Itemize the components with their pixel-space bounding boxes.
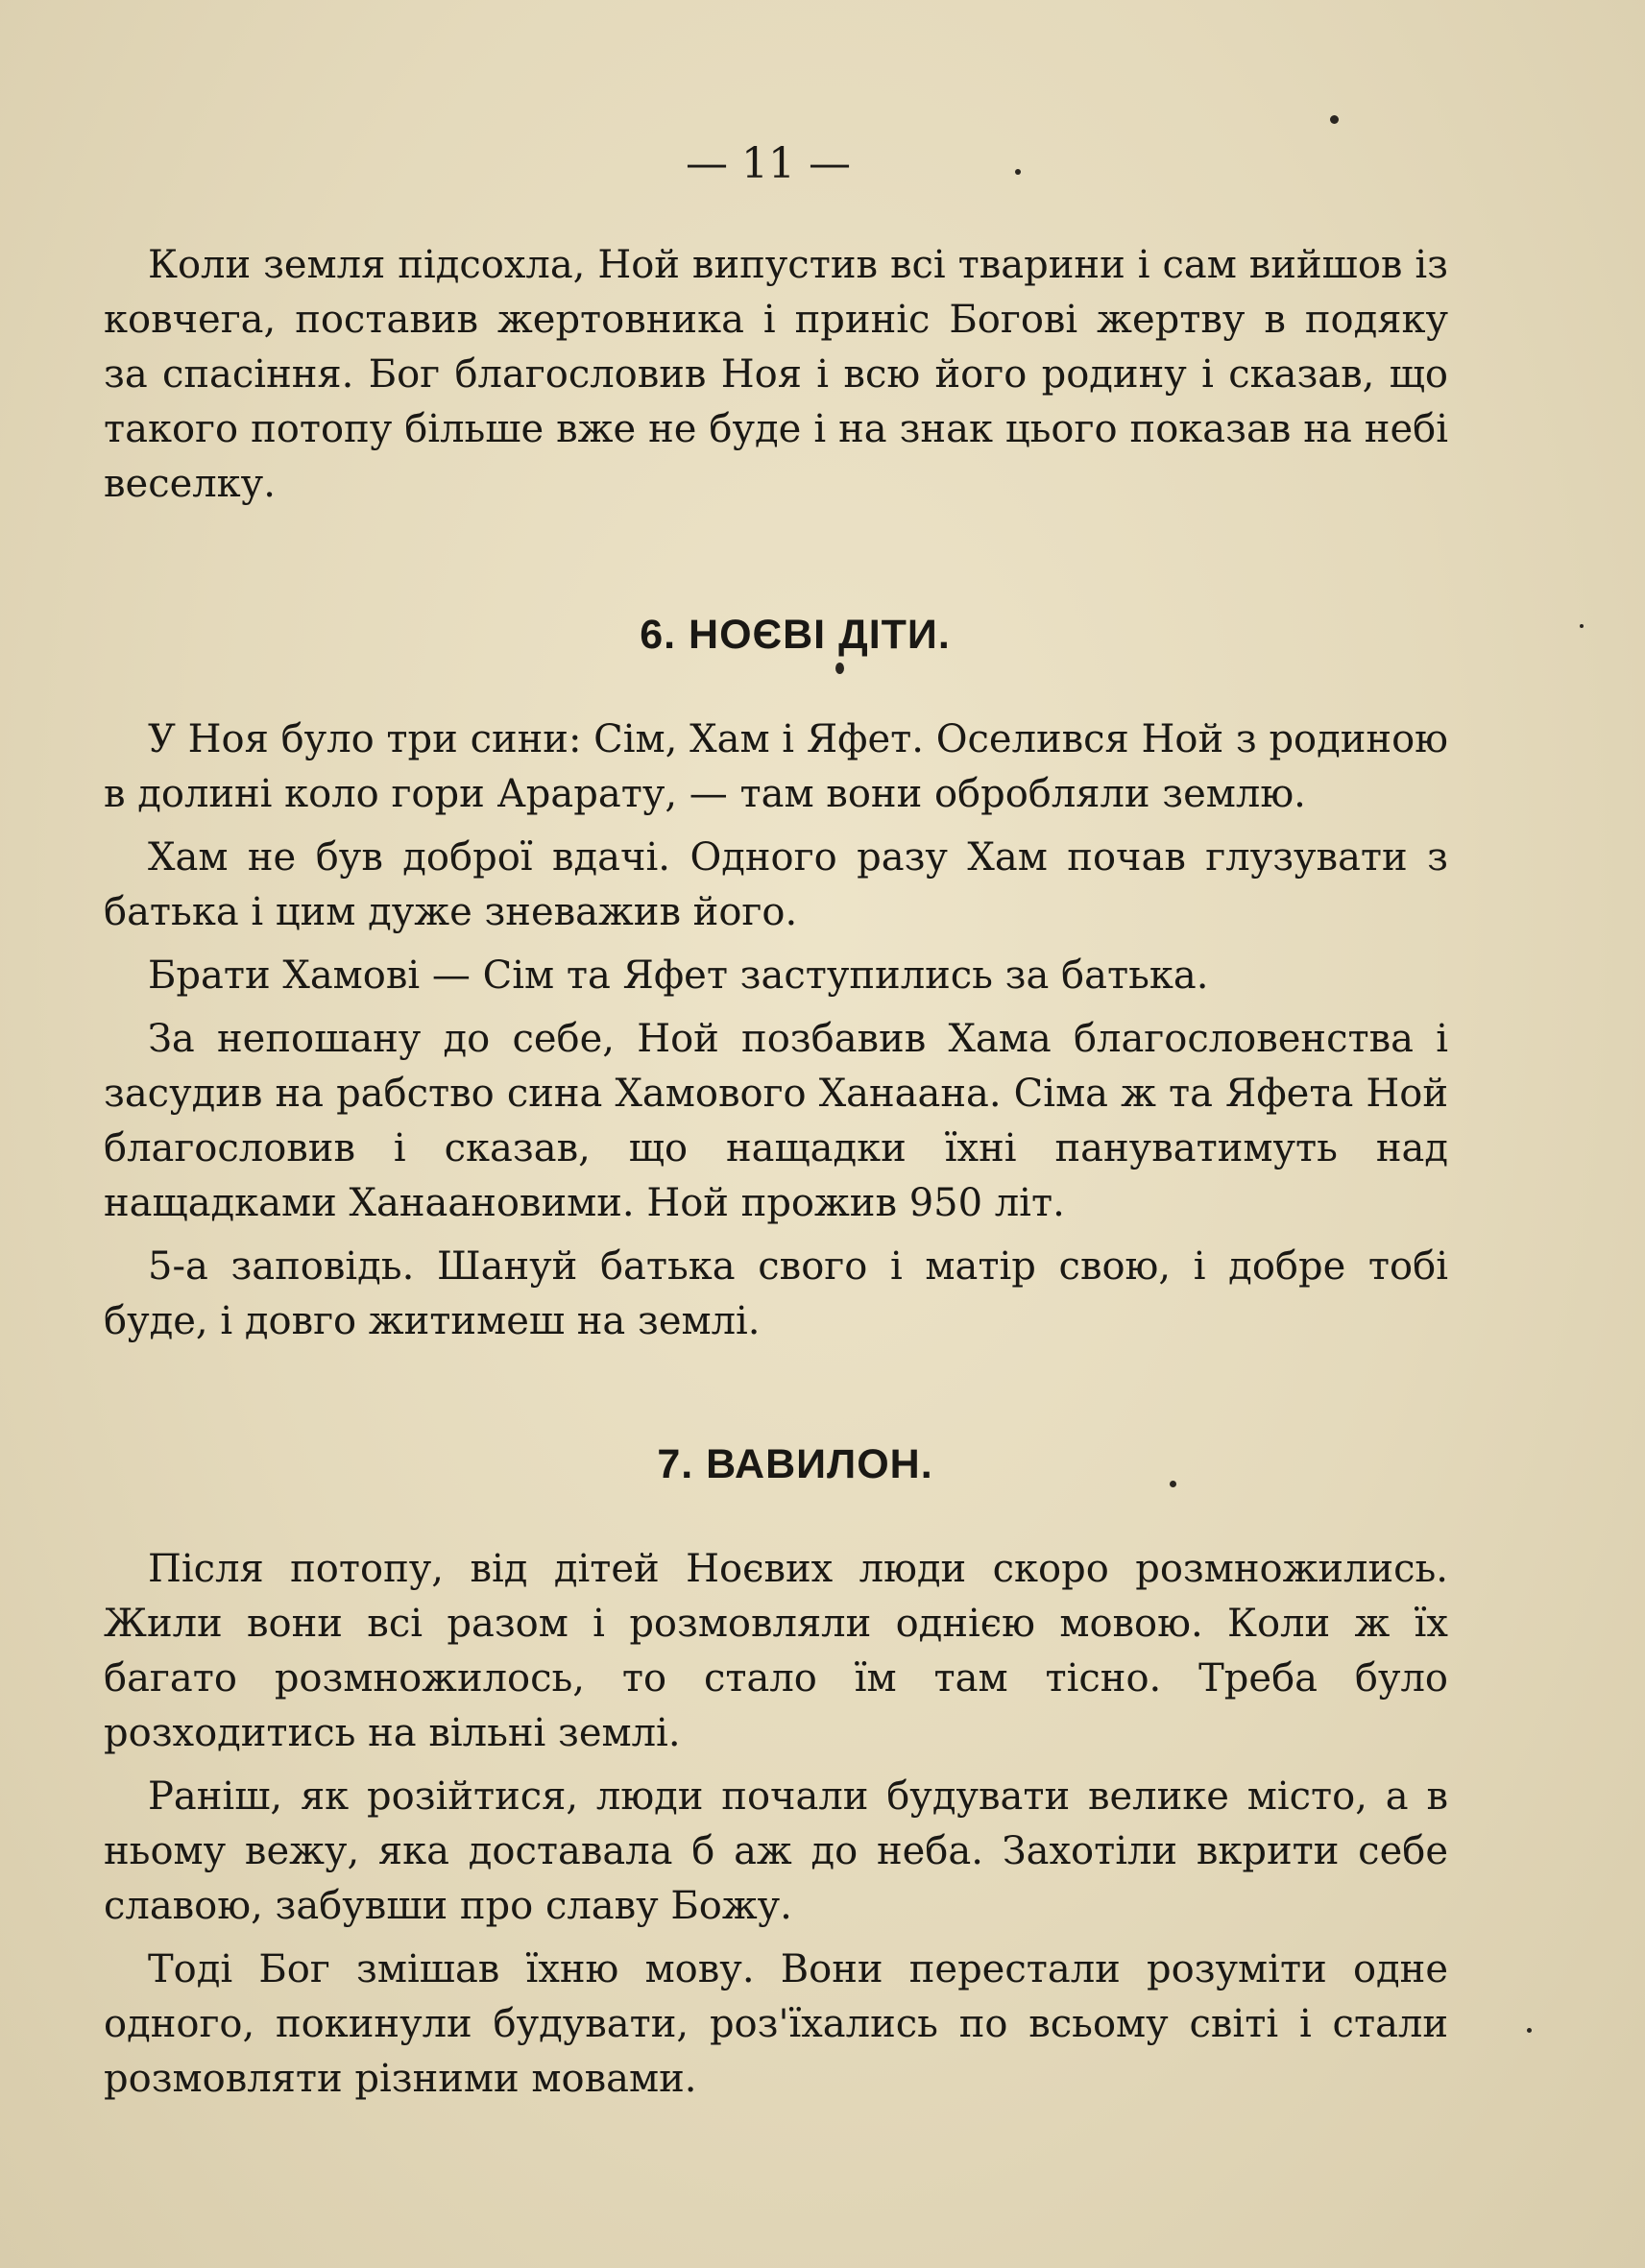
print-speck [1527,2028,1532,2033]
page-number: — 11 — [686,139,851,188]
section-6-paragraph-2: Хам не був доброї вдачі. Одного разу Хам почав глузувати з батька і цим дуже зневажив його. [104,835,1448,934]
section-7-paragraph-3: Тоді Бог змішав їхню мову. Вони перестали розуміти одне одного, покинули будувати, роз'їхались по всьому світі і стали розмовляти різними мовами. [104,1947,1448,2101]
page-content [104,238,1448,2107]
section-7-title: 7. ВАВИЛОН. [657,1441,933,1487]
print-speck [1015,169,1021,175]
intro-paragraph: Коли земля підсохла, Ной випустив всі тварини і сам вийшов із ковчега, поставив жертовника і приніс Богові жертву в подяку за спасіння. Бог благословив Ноя і всю його родину і сказав, що такого потопу більше вже не буде і на знак цього показав на небі веселку. [104,243,1448,506]
print-speck [1170,1481,1176,1487]
section-7-paragraph-2: Раніш, як розійтися, люди почали будувати велике місто, а в ньому вежу, яка доставала б аж до неба. Захотіли вкрити себе славою, забувши про славу Божу. [104,1774,1448,1928]
print-speck [1330,115,1339,124]
section-6-commandment: 5-а заповідь. Шануй батька свого і матір свою, і добре тобі буде, і довго житимеш на землі. [104,1244,1448,1343]
section-6-title: 6. НОЄВІ ДІТИ. [640,612,951,658]
print-speck [1580,624,1584,628]
section-6-paragraph-1: У Ноя було три сини: Сім, Хам і Яфет. Оселився Ной з родиною в долині коло гори Арарату, — там вони обробляли землю. [104,717,1448,816]
print-speck [835,663,844,674]
section-7-paragraph-1: Після потопу, від дітей Ноєвих люди скоро розмножились. Жили вони всі разом і розмовляли однією мовою. Коли ж їх багато розмножилось, то стало їм там тісно. Треба було розходитись на вільні землі. [104,1547,1448,1755]
section-6-paragraph-3: Брати Хамові — Сім та Яфет заступились за батька. [148,953,1209,998]
section-6-paragraph-4: За непошану до себе, Ной позбавив Хама благословенства і засудив на рабство сина Хамового Ханаана. Сіма ж та Яфета Ной благословив і сказав, що нащадки їхні пануватимуть над нащадками Ханаановими. Ной прожив 950 літ. [104,1017,1448,1225]
